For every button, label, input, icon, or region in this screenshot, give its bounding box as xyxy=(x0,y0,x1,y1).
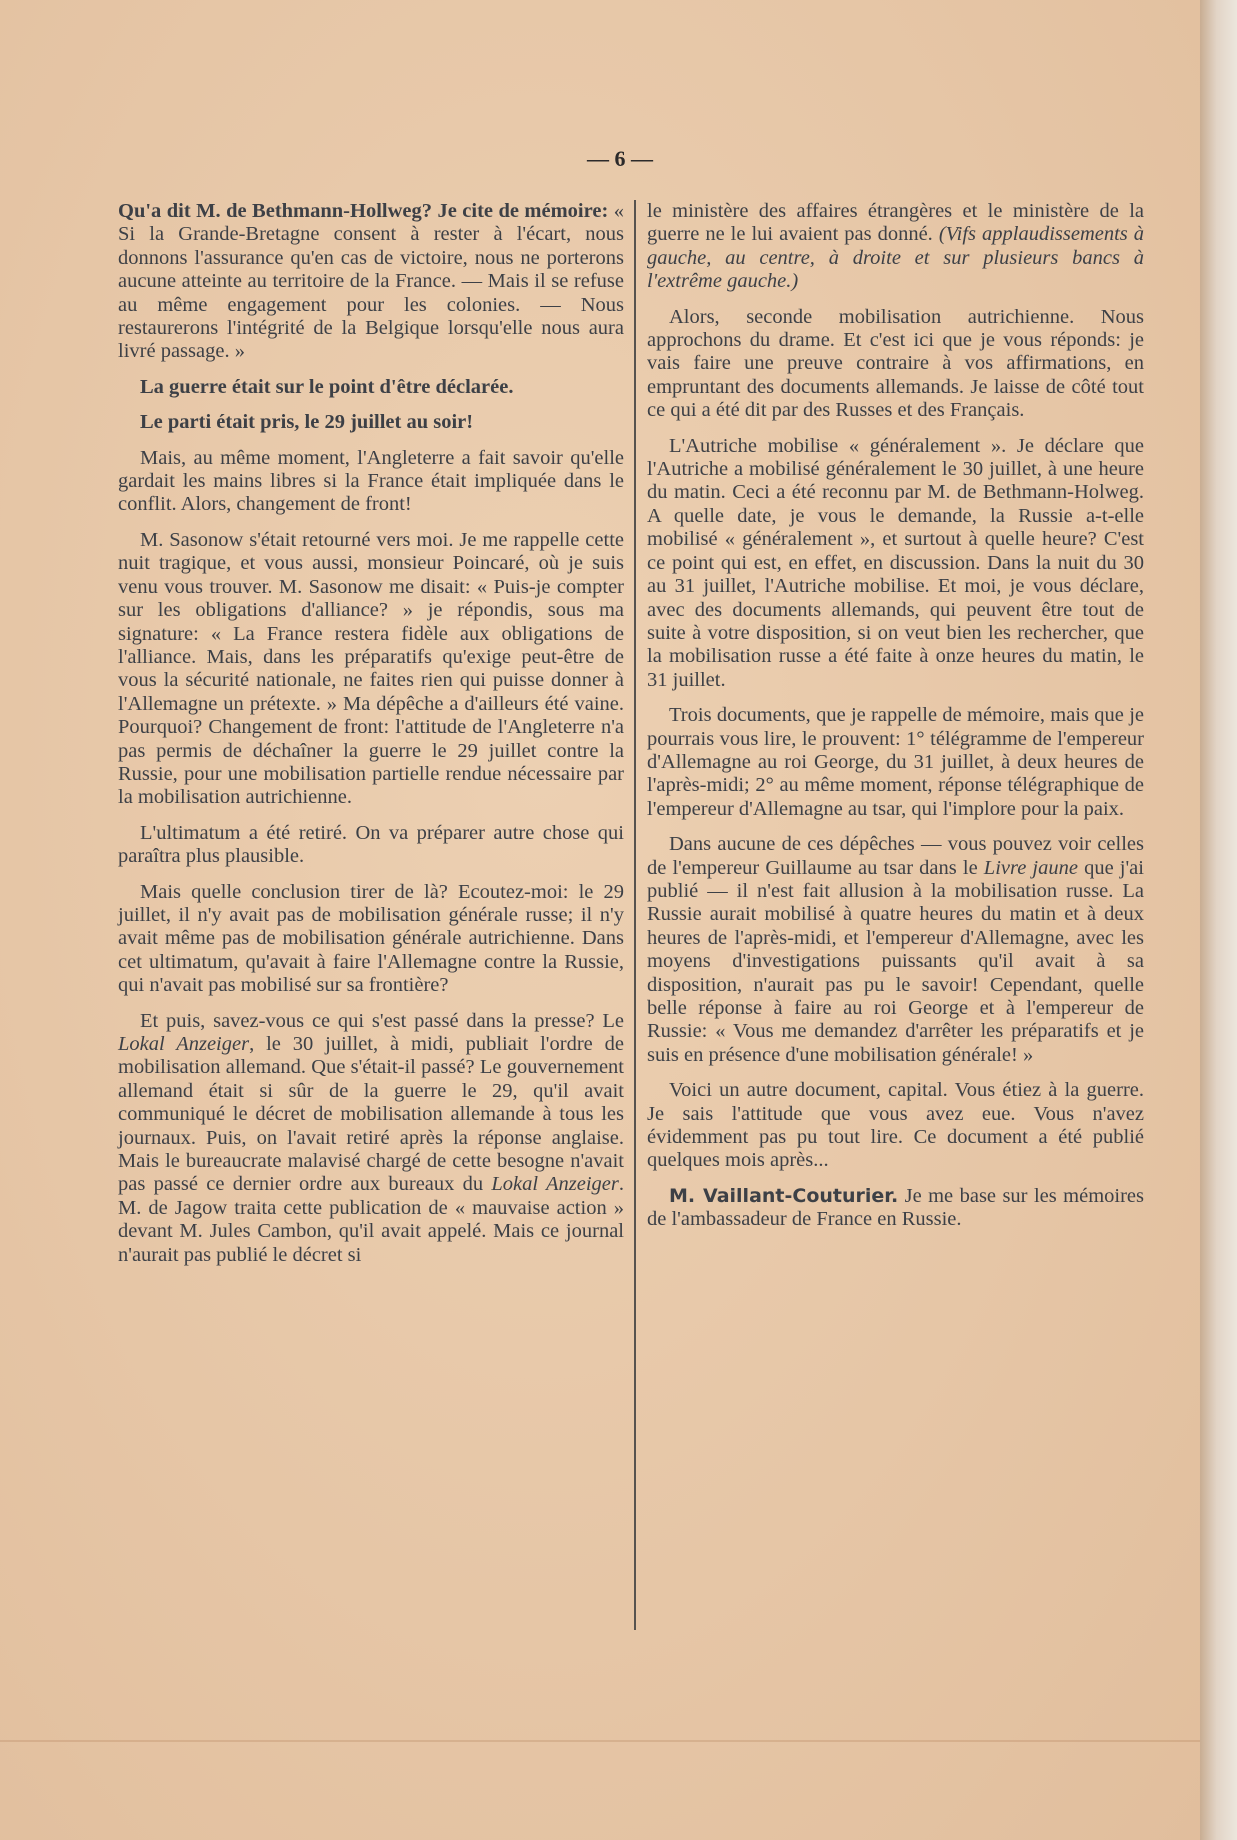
paragraph: Mais quelle conclusion tirer de là? Ecoutez-moi: le 29 juillet, il n'y avait pas de mobilisation générale russe; il n'y avait même pas de mobilisation générale autrichienne. Dans cet ultimatum, qu'avait à faire l'Allemagne contre la Russie, qui n'avait pas mobilisé sur sa frontière? xyxy=(118,880,624,997)
paper-fold xyxy=(0,1740,1200,1742)
paragraph: L'ultimatum a été retiré. On va préparer autre chose qui paraîtra plus plausible. xyxy=(118,821,624,868)
column-divider xyxy=(634,200,636,1630)
paragraph xyxy=(647,833,1144,1067)
paragraph: Le parti était pris, le 29 juillet au soir! xyxy=(140,411,474,434)
text-run: , le 30 juillet, à midi, publiait l'ordre de mobilisation allemand. Que s'était-il passé? Le gouvernement allemand était si sûr de la guerre le 29, qu'il avait communiqué le décret de mobilisation allemande à tous les journaux. Puis, on l'avait retiré après la réponse anglaise. Mais le bureaucrate malavisé chargé de cette besogne n'avait pas passé ce dernier ordre aux bureaux du xyxy=(118,1033,624,1196)
book-title: Livre jaune xyxy=(983,856,1078,879)
paragraph: La guerre était sur le point d'être déclarée. xyxy=(140,375,514,398)
applause-note: (Vifs applaudissements à gauche, au centre, à droite et sur plusieurs bancs à l'extrême gauche.) xyxy=(647,223,1145,293)
paragraph: Trois documents, que je rappelle de mémoire, mais que je pourrais vous lire, le prouvent: 1° télégramme de l'empereur d'Allemagne au roi George, du 31 juillet, à deux heures de l'après-midi; 2° au même moment, réponse télégraphique de l'empereur d'Allemagne au tsar, qui l'implore pour la paix. xyxy=(647,704,1144,820)
newspaper-title: Lokal Anzeiger xyxy=(491,1173,619,1196)
paragraph: Mais, au même moment, l'Angleterre a fait savoir qu'elle gardait les mains libres si la France était impliquée dans le conflit. Alors, changement de front! xyxy=(118,446,624,516)
left-column xyxy=(118,200,624,1279)
paragraph xyxy=(647,1185,1144,1232)
text-run: que j'ai publié — il n'est fait allusion à la mobilisation russe. La Russie aurait mobilisé à quatre heures du matin et à deux heures de l'après-midi, et l'empereur d'Allemagne, avec les moyens d'investigations puissants qu'il avait à sa disposition, n'aurait pas pu le savoir! Cependant, quelle belle réponse à faire au roi George et à l'empereur de Russie: « Vous me demandez d'arrêter les préparatifs et je suis en présence d'une mobilisation générale! » xyxy=(647,856,1144,1066)
paragraph xyxy=(118,1010,624,1267)
newspaper-title: Lokal Anzeiger xyxy=(118,1033,250,1055)
text-run: le ministère des affaires étrangères et le ministère de la guerre ne le lui avaient pas donné. xyxy=(647,200,1144,246)
quote-text: « Si la Grande-Bretagne consent à rester à l'écart, nous donnons l'assurance qu'en cas de victoire, nous ne porterons aucune atteinte au territoire de la France. — Mais il se refuse au même engagement pour les colonies. — Nous restaurerons l'intégrité de la Belgique lorsqu'elle nous aura livré passage. » xyxy=(118,200,624,363)
right-column xyxy=(647,200,1144,1244)
page-edge xyxy=(1200,0,1237,1840)
page-number: — 6 — xyxy=(587,146,653,171)
paragraph xyxy=(647,200,1144,294)
paragraph: M. Sasonow s'était retourné vers moi. Je me rappelle cette nuit tragique, et vous aussi, monsieur Poincaré, où je suis venu vous trouver. M. Sasonow me disait: « Puis-je compter sur les obligations d'alliance? » je répondis, sous ma signature: « La France restera fidèle aux obligations de l'alliance. Mais, dans les préparatifs qu'exige peut-être de vous la sécurité nationale, ne faites rien qui puisse donner à l'Allemagne un prétexte. » Ma dépêche a d'ailleurs été vaine. Pourquoi? Changement de front: l'attitude de l'Angleterre n'a pas permis de déchaîner la guerre le 29 juillet contre la Russie, pour une mobilisation partielle rendue nécessaire par la mobilisation autrichienne. xyxy=(118,528,624,809)
paragraph: Voici un autre document, capital. Vous étiez à la guerre. Je sais l'attitude que vous avez eue. Vous n'avez évidemment pas pu tout lire. Ce document a été publié quelques mois après... xyxy=(647,1079,1144,1172)
paragraph: L'Autriche mobilise « généralement ». Je déclare que l'Autriche a mobilisé généralement le 30 juillet, à une heure du matin. Ceci a été reconnu par M. de Bethmann-Holweg. A quelle date, je vous le demande, la Russie a-t-elle mobilisé « généralement », et surtout à quelle heure? C'est ce point qui est, en effet, en discussion. Dans la nuit du 30 au 31 juillet, l'Autriche mobilise. Et moi, je vous déclare, avec des documents allemands, qui peuvent être tout de suite à votre disposition, si on veut bien les rechercher, que la mobilisation russe a été faite à onze heures du matin, le 31 juillet. xyxy=(647,434,1144,691)
text-run: Dans aucune de ces dépêches — vous pouvez voir celles de l'empereur Guillaume au tsar dans le xyxy=(647,833,1144,879)
text-run: Et puis, savez-vous ce qui s'est passé dans la presse? Le xyxy=(140,1009,624,1032)
speaker-name: M. Vaillant-Couturier. xyxy=(669,1184,899,1207)
paragraph xyxy=(118,200,624,364)
text-run: . M. de Jagow traita cette publication de « mauvaise action » devant M. Jules Cambon, qu'il avait appelé. Mais ce journal n'aurait pas publié le décret si xyxy=(118,1173,624,1266)
question-text: Qu'a dit M. de Bethmann-Hollweg? Je cite de mémoire: xyxy=(118,200,609,222)
text-run: Je me base sur les mémoires de l'ambassadeur de France en Russie. xyxy=(647,1184,1144,1231)
paragraph: Alors, seconde mobilisation autrichienne. Nous approchons du drame. Et c'est ici que je vous réponds: je vais faire une preuve contraire à vos affirmations, en empruntant des documents allemands. Je laisse de côté tout ce qui a été dit par des Russes et des Français. xyxy=(647,305,1144,422)
